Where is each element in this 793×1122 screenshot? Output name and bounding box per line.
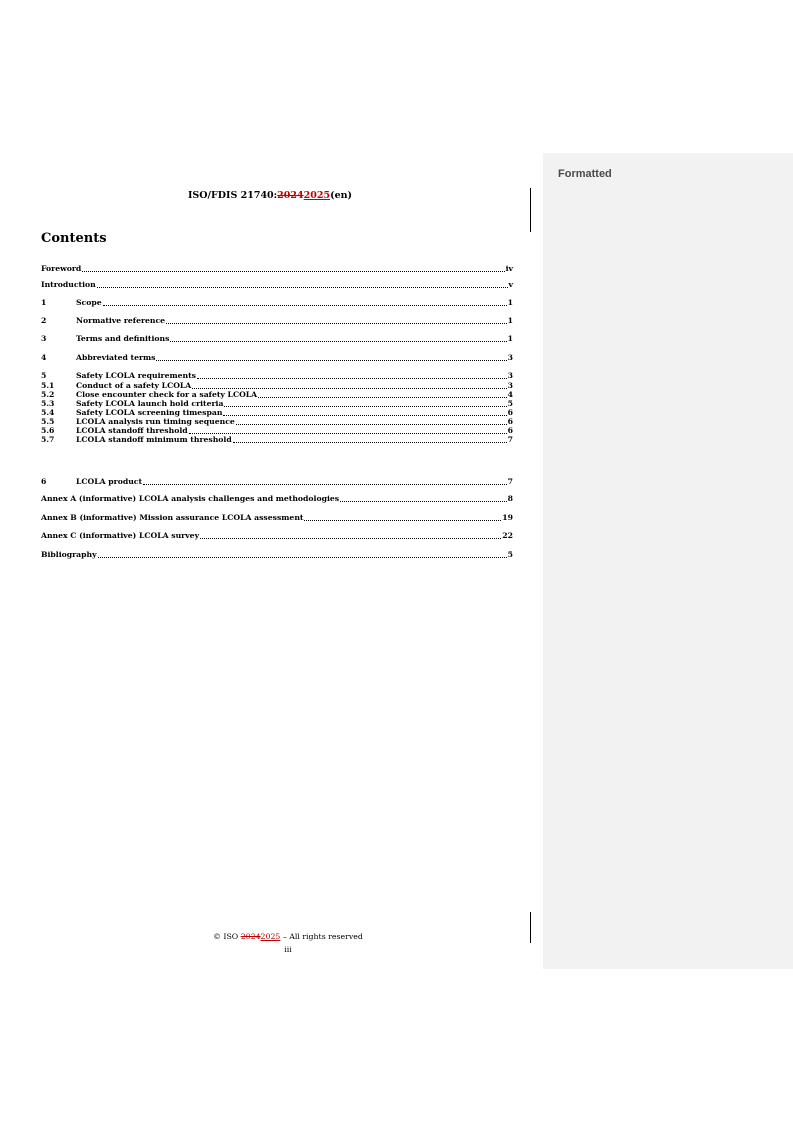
toc-dot-leader bbox=[304, 519, 501, 521]
toc-entry-title: LCOLA standoff minimum threshold bbox=[76, 435, 232, 444]
toc-dot-leader bbox=[97, 286, 508, 288]
toc-entry-number: 5.5 bbox=[41, 417, 55, 426]
header-deleted-year: 2024 bbox=[277, 190, 304, 201]
toc-entry-page: 3 bbox=[507, 353, 513, 362]
toc-dot-leader bbox=[200, 537, 501, 539]
header-suffix: (en) bbox=[330, 190, 353, 201]
toc-entry-number: 5.4 bbox=[41, 408, 55, 417]
toc-entry-page: iv bbox=[505, 264, 513, 273]
toc-entry[interactable] bbox=[41, 264, 513, 274]
toc-entry-title: Abbreviated terms bbox=[76, 353, 156, 362]
toc-entry-number: 5.1 bbox=[41, 381, 55, 390]
toc-entry-page: 1 bbox=[507, 298, 513, 307]
toc-entry-page: 3 bbox=[507, 381, 513, 390]
toc-entry-page: 6 bbox=[507, 417, 513, 426]
toc-entry-title: LCOLA analysis run timing sequence bbox=[76, 417, 235, 426]
toc-dot-leader bbox=[189, 432, 507, 434]
toc-entry-page: 3 bbox=[507, 371, 513, 380]
toc-entry-number: 3 bbox=[41, 334, 47, 343]
toc-dot-leader bbox=[236, 423, 507, 425]
toc-entry-page: 1 bbox=[507, 334, 513, 343]
toc-dot-leader bbox=[233, 441, 507, 443]
toc-entry-page: 1 bbox=[507, 316, 513, 325]
toc-entry-page: 6 bbox=[507, 426, 513, 435]
toc-entry-title: Safety LCOLA requirements bbox=[76, 371, 196, 380]
toc-entry[interactable] bbox=[41, 371, 513, 381]
toc-entry-page: v bbox=[508, 280, 513, 289]
toc-entry[interactable] bbox=[41, 531, 513, 541]
toc-entry-number: 2 bbox=[41, 316, 47, 325]
toc-entry-number: 5.2 bbox=[41, 390, 55, 399]
footer-inserted-year: 2025 bbox=[260, 932, 281, 941]
toc-entry-number: 1 bbox=[41, 298, 47, 307]
toc-entry-number: 5.6 bbox=[41, 426, 55, 435]
toc-entry[interactable] bbox=[41, 298, 513, 308]
toc-dot-leader bbox=[143, 483, 507, 485]
toc-dot-leader bbox=[166, 322, 507, 324]
toc-entry-title: Safety LCOLA screening timespan bbox=[76, 408, 223, 417]
footer-prefix: © ISO bbox=[213, 932, 241, 941]
toc-entry-title: LCOLA standoff threshold bbox=[76, 426, 188, 435]
toc-entry-title: Annex B (informative) Mission assurance LCOLA assessment bbox=[41, 513, 304, 522]
toc-entry[interactable] bbox=[41, 513, 513, 523]
toc-entry-page: 8 bbox=[507, 494, 513, 503]
toc-entry-number: 5.7 bbox=[41, 435, 55, 444]
footer-suffix: – All rights reserved bbox=[280, 932, 363, 941]
toc-entry-title: Scope bbox=[76, 298, 102, 307]
toc-dot-leader bbox=[192, 387, 506, 389]
toc-entry-title: Annex C (informative) LCOLA survey bbox=[41, 531, 200, 540]
toc-dot-leader bbox=[170, 340, 506, 342]
toc-entry[interactable] bbox=[41, 550, 513, 560]
toc-entry-title: Conduct of a safety LCOLA bbox=[76, 381, 192, 390]
toc-entry-number: 4 bbox=[41, 353, 47, 362]
toc-entry-title: Close encounter check for a safety LCOLA bbox=[76, 390, 258, 399]
toc-entry-title: Annex A (informative) LCOLA analysis challenges and methodologies bbox=[41, 494, 340, 503]
toc-entry[interactable] bbox=[41, 494, 513, 504]
toc-entry-page: 7 bbox=[507, 477, 513, 486]
toc-dot-leader bbox=[223, 414, 506, 416]
comment-pane-label: Formatted bbox=[558, 168, 612, 180]
header-inserted-year: 2025 bbox=[303, 190, 331, 201]
footer-deleted-year: 2024 bbox=[240, 932, 261, 941]
toc-dot-leader bbox=[103, 304, 507, 306]
toc-entry-title: Terms and definitions bbox=[76, 334, 170, 343]
document-header bbox=[0, 190, 540, 201]
page-title: Contents bbox=[41, 231, 107, 246]
toc-entry-page: 5 bbox=[507, 399, 513, 408]
toc-entry[interactable] bbox=[41, 280, 513, 290]
toc-entry-page: 6 bbox=[507, 408, 513, 417]
toc-entry-page: 7 bbox=[507, 435, 513, 444]
toc-entry-page: 4 bbox=[507, 390, 513, 399]
toc-dot-leader bbox=[82, 270, 504, 272]
toc-entry-page: 22 bbox=[502, 531, 513, 540]
toc-entry[interactable] bbox=[41, 316, 513, 326]
toc-entry-page: 5 bbox=[507, 550, 513, 559]
toc-entry[interactable] bbox=[41, 353, 513, 363]
toc-entry-page: 19 bbox=[502, 513, 513, 522]
toc-dot-leader bbox=[340, 500, 507, 502]
toc-entry-title: Foreword bbox=[41, 264, 82, 273]
toc-entry-number: 5 bbox=[41, 371, 47, 380]
toc-dot-leader bbox=[224, 405, 506, 407]
toc-entry-title: Safety LCOLA launch hold criteria bbox=[76, 399, 224, 408]
toc-entry-title: LCOLA product bbox=[76, 477, 143, 486]
toc-entry-title: Bibliography bbox=[41, 550, 97, 559]
footer-copyright bbox=[0, 932, 576, 941]
toc-dot-leader bbox=[258, 396, 506, 398]
comment-pane bbox=[543, 153, 793, 969]
toc-dot-leader bbox=[156, 359, 506, 361]
header-prefix: ISO/FDIS 21740: bbox=[187, 190, 278, 201]
toc-entry[interactable] bbox=[41, 435, 513, 445]
toc-dot-leader bbox=[197, 377, 507, 379]
toc-entry[interactable] bbox=[41, 477, 513, 487]
toc-entry-title: Introduction bbox=[41, 280, 96, 289]
toc-entry[interactable] bbox=[41, 334, 513, 344]
toc-entry-number: 5.3 bbox=[41, 399, 55, 408]
footer-page-number: iii bbox=[284, 945, 292, 954]
toc-entry-number: 6 bbox=[41, 477, 47, 486]
toc-entry-title: Normative reference bbox=[76, 316, 166, 325]
toc-dot-leader bbox=[98, 556, 507, 558]
